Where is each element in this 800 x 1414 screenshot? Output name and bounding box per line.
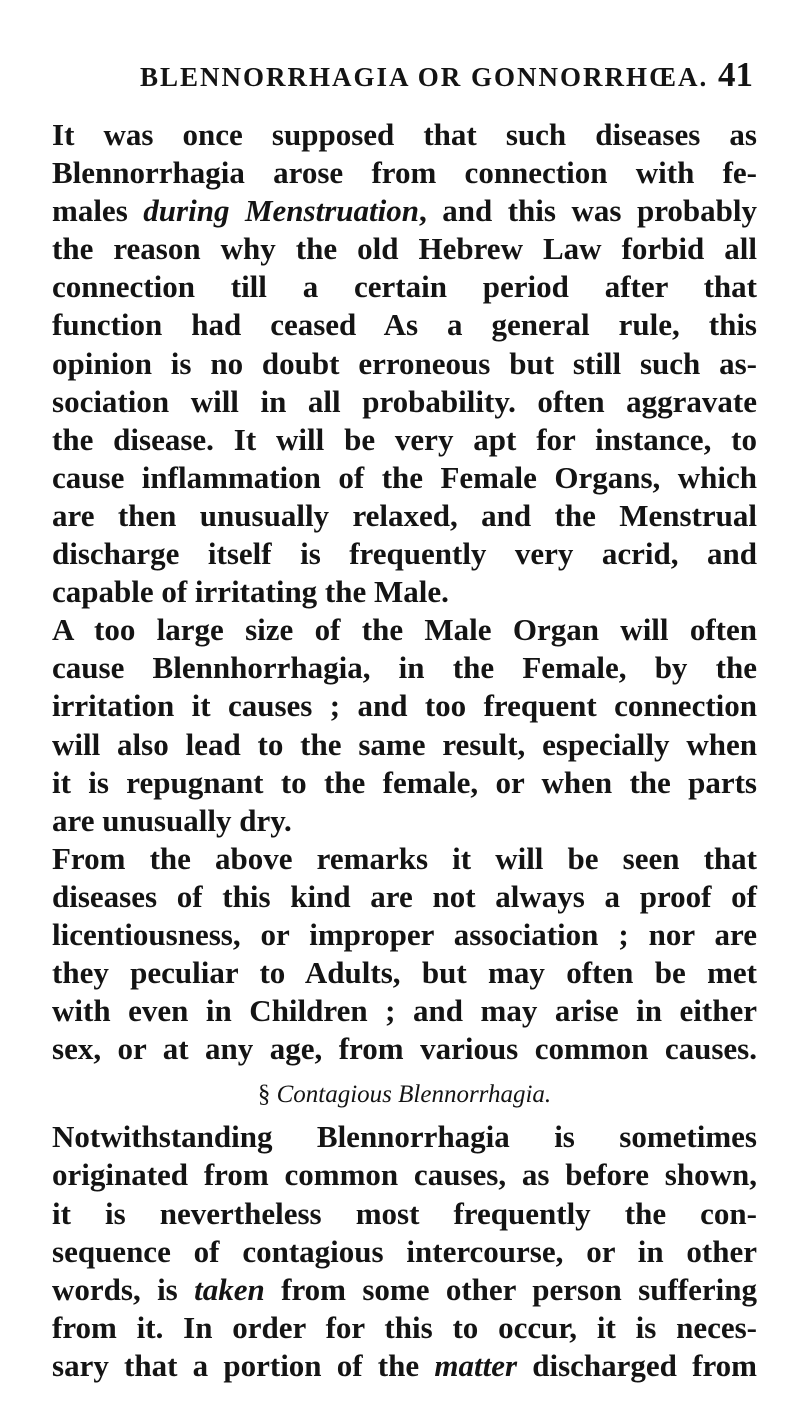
text-line: cause Blennhorrhagia, in the Female, by the [52, 650, 757, 686]
italic-phrase: during Menstruation [143, 193, 419, 229]
text-line: Blennorrhagia arose from connection with fe- [52, 155, 757, 191]
text-run: from some other person suffering [264, 1271, 757, 1307]
text-run: , and this was probably [418, 193, 757, 229]
section-symbol: § [257, 1081, 277, 1109]
running-title: BLENNORRHAGIA OR GONNORRHŒA. [140, 62, 709, 92]
text-line: opinion is no doubt erroneous but still such as- [52, 345, 757, 381]
text-line: sequence of contagious intercourse, or in other [52, 1233, 757, 1269]
section-heading [52, 1068, 757, 1118]
text-line: licentiousness, or improper association ; nor are [52, 916, 757, 952]
text-line: From the above remarks it will be seen that [52, 840, 757, 876]
italic-word: matter [434, 1347, 518, 1383]
text-line: they peculiar to Adults, but may often be met [52, 955, 757, 991]
running-head [52, 55, 757, 98]
text-line: with even in Children ; and may arise in either [52, 993, 757, 1029]
text-line: capable of irritating the Male. [52, 574, 449, 610]
text-line: discharge itself is frequently very acrid, and [52, 536, 757, 572]
text-line: sex, or at any age, from various common causes. [52, 1031, 757, 1067]
text-line: connection till a certain period after that [52, 269, 757, 305]
text-line: sociation will in all probability. often aggravate [52, 383, 757, 419]
italic-word: taken [194, 1271, 265, 1307]
text-line: It was once supposed that such diseases as [52, 117, 757, 152]
text-line: A too large size of the Male Organ will often [52, 612, 757, 648]
page-number: 41 [718, 55, 753, 94]
text-line: diseases of this kind are not always a proof of [52, 878, 757, 914]
body-text [52, 116, 757, 1385]
text-run: words, is [52, 1271, 195, 1307]
section-heading-text: Contagious Blennorrhagia. [276, 1081, 552, 1109]
text-line: the reason why the old Hebrew Law forbid all [52, 231, 757, 267]
text-line [52, 1347, 757, 1385]
text-run: sary that a portion of the [52, 1347, 435, 1383]
text-line: will also lead to the same result, especially when [52, 726, 757, 762]
text-line: from it. In order for this to occur, it is neces- [52, 1309, 757, 1345]
text-line [52, 1271, 757, 1309]
text-line: irritation it causes ; and too frequent connection [52, 688, 757, 724]
text-line: it is nevertheless most frequently the con- [52, 1195, 757, 1231]
text-line: originated from common causes, as before shown, [52, 1157, 757, 1193]
text-run: males [52, 193, 144, 229]
text-line: it is repugnant to the female, or when the parts [52, 764, 757, 800]
text-line: are unusually dry. [52, 802, 292, 838]
text-run: discharged from [517, 1347, 757, 1383]
text-line: are then unusually relaxed, and the Menstrual [52, 497, 757, 533]
text-line: the disease. It will be very apt for instance, to [52, 421, 757, 457]
text-line [52, 192, 757, 230]
text-line: function had ceased As a general rule, this [52, 307, 757, 343]
text-line: cause inflammation of the Female Organs, which [52, 459, 757, 495]
book-page [52, 0, 757, 1414]
text-line: Notwithstanding Blennorrhagia is sometimes [52, 1119, 757, 1155]
